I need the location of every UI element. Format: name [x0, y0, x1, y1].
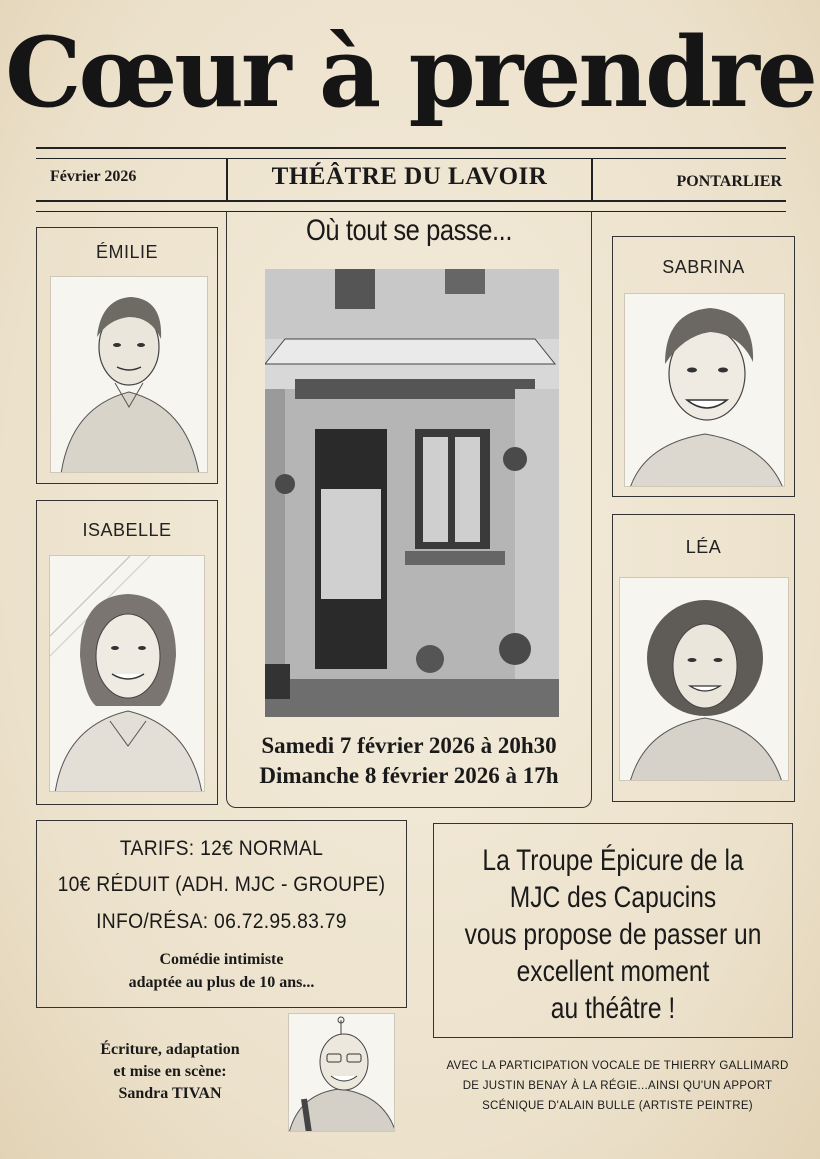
- poster-title: Cœur à prendre: [5, 16, 815, 129]
- troupe-line-5: au théâtre !: [550, 992, 676, 1025]
- tarif-reduit: 10€ RÉDUIT (ADH. MJC - GROUPE): [57, 873, 386, 896]
- credit-line-2: et mise en scène:: [113, 1063, 227, 1080]
- tarif-normal: TARIFS: 12€ NORMAL: [119, 837, 324, 860]
- troupe-line-4: excellent moment: [516, 955, 710, 988]
- cast-name: SABRINA: [662, 257, 745, 277]
- thanks-line-1: AVEC LA PARTICIPATION VOCALE DE THIERRY GALLIMARD: [446, 1060, 789, 1072]
- director-name: Sandra TIVAN: [118, 1085, 222, 1102]
- tagline: Où tout se passe...: [306, 214, 512, 247]
- issue-date: Février 2026: [50, 168, 137, 185]
- city-name: PONTARLIER: [676, 173, 782, 190]
- thanks-line-2: DE JUSTIN BENAY À LA RÉGIE...AINSI QU'UN APPORT: [462, 1080, 773, 1092]
- venue-name: THÉÂTRE DU LAVOIR: [271, 163, 548, 190]
- portrait-image: [619, 577, 789, 781]
- age-recommendation: adaptée au plus de 10 ans...: [128, 974, 315, 991]
- cast-name: ISABELLE: [82, 520, 172, 540]
- cast-card-emilie: [36, 227, 218, 484]
- portrait-image: [49, 555, 205, 792]
- header-rule-top: [36, 147, 786, 149]
- performance-date-1: Samedi 7 février 2026 à 20h30: [261, 733, 557, 758]
- credit-line-1: Écriture, adaptation: [100, 1041, 240, 1058]
- cast-card-isabelle: [36, 500, 218, 805]
- portrait-image: [50, 276, 208, 473]
- troupe-line-1: La Troupe Épicure de la: [482, 844, 744, 877]
- troupe-line-3: vous propose de passer un: [464, 918, 762, 951]
- thanks-line-3: SCÉNIQUE D'ALAIN BULLE (ARTISTE PEINTRE): [482, 1100, 753, 1112]
- cast-card-sabrina: [612, 236, 795, 497]
- cast-name: ÉMILIE: [95, 242, 159, 262]
- cast-card-lea: [612, 514, 795, 802]
- troupe-line-2: MJC des Capucins: [509, 881, 717, 914]
- header-rule-top-thin: [36, 158, 786, 159]
- performance-date-2: Dimanche 8 février 2026 à 17h: [259, 763, 559, 788]
- portrait-image: [624, 293, 785, 487]
- header-rule-bottom: [36, 200, 786, 202]
- info-reservation: INFO/RÉSA: 06.72.95.83.79: [96, 910, 347, 933]
- comedy-description: Comédie intimiste: [159, 951, 284, 968]
- director-portrait: [288, 1013, 395, 1132]
- theatre-facade-photo: [265, 269, 559, 717]
- cast-name: LÉA: [685, 537, 722, 557]
